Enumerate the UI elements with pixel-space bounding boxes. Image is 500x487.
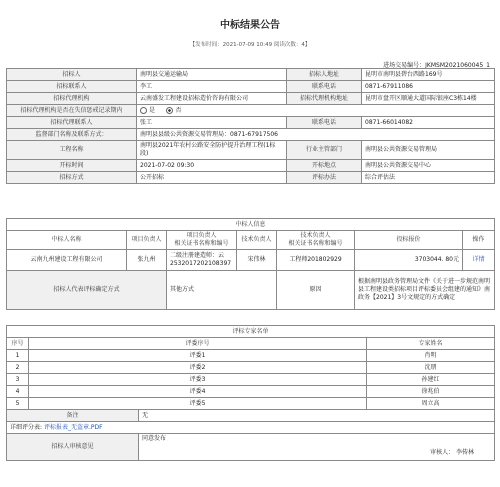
row-number: 3: [7, 374, 29, 386]
expert-name: 沈朋: [367, 362, 495, 374]
section-title: 中标人信息: [7, 219, 495, 231]
column-header: 专家姓名: [367, 338, 495, 350]
judge-seq: 评委4: [29, 386, 367, 398]
expert-name: 徐兆伯: [367, 386, 495, 398]
column-header: 中标人名称: [7, 231, 127, 250]
table-row: [7, 172, 495, 184]
table-row: [7, 69, 495, 81]
eval-file-link[interactable]: 评标报表_无盗章.PDF: [43, 423, 103, 431]
table-row: [7, 250, 495, 271]
method-value: 其他方式: [167, 271, 277, 310]
table-row: [7, 398, 495, 410]
label-cell: 原因: [277, 271, 355, 310]
row-number: 5: [7, 398, 29, 410]
publish-meta: 【发布时间：2021-07-09 10:49 阅读次数：4】: [189, 42, 311, 48]
table-row: [7, 81, 495, 93]
label-cell: 监督部门名称及联系方式：: [7, 129, 137, 141]
row-number: 4: [7, 386, 29, 398]
reason-text: 根据南明县政务管理局文件《关于进一步规范南明县工程建设类招标项目评标委员会组建的通知》南政务【2021】3号文规定的方式确定: [355, 271, 495, 310]
basic-info-table: [6, 68, 495, 184]
column-header: 技术负责人 相关证书名称和编号: [277, 231, 355, 250]
tech-certificate: 工程师201802929: [277, 250, 355, 271]
judge-seq: 评委1: [29, 350, 367, 362]
label-cell: 招标人地址: [287, 69, 362, 81]
table-row: [7, 350, 495, 362]
table-row: [7, 374, 495, 386]
label-cell: 招标联系人: [7, 81, 137, 93]
table-row: [7, 93, 495, 105]
column-header: 投标报价: [355, 231, 463, 250]
review-cell: [139, 434, 495, 461]
table-row: [7, 117, 495, 129]
column-header: 操作: [463, 231, 495, 250]
winner-table: [6, 218, 495, 310]
value-cell: 南明县2021年农村公路安全防护提升治理工程(1标段): [137, 141, 287, 160]
transaction-number: 进场交易编号：JKMSM2021060045_1: [383, 62, 490, 69]
label-cell: 联系电话: [287, 81, 362, 93]
value-cell: 南明县县级公共资源交易管理局：0871-67917506: [137, 129, 495, 141]
reviewer: 审核人： 李传林: [430, 449, 475, 456]
label-cell: 招标代理机构是否在失信惩戒记录期内: [7, 105, 137, 117]
details-link[interactable]: 详情: [472, 256, 485, 263]
label-cell: 行业主管部门: [287, 141, 362, 160]
winner-name: 云南九州建设工程有限公司: [7, 250, 127, 271]
eval-file-cell: [7, 422, 495, 434]
value-cell: 0871-67911086: [362, 81, 495, 93]
label-cell: 备注: [7, 410, 139, 422]
label-cell: 开标时间: [7, 160, 137, 172]
value-cell: 公开招标: [137, 172, 287, 184]
pm-certificate: 二级注册建造师：云2532017202108397: [167, 250, 237, 271]
value-cell: 0871-66014082: [362, 117, 495, 129]
table-header-row: [7, 231, 495, 250]
details-link-cell: [463, 250, 495, 271]
experts-table: [6, 325, 495, 461]
review-value: 同意发布: [142, 435, 167, 442]
radio-yes[interactable]: [140, 107, 147, 114]
remark-value: 无: [139, 410, 495, 422]
value-cell: 李工: [137, 81, 287, 93]
label-cell: 联系电话: [287, 117, 362, 129]
label-cell: 招标人: [7, 69, 137, 81]
radio-no-label: 否: [175, 106, 182, 114]
table-header-row: [7, 338, 495, 350]
expert-name: 肖明: [367, 350, 495, 362]
label-cell: 招标代理机构: [7, 93, 137, 105]
label-cell: 招标人审核意见: [7, 434, 139, 461]
value-cell: 张工: [137, 117, 287, 129]
table-row: [7, 362, 495, 374]
value-cell: 综合评估法: [362, 172, 495, 184]
table-row: [7, 434, 495, 461]
table-row: [7, 141, 495, 160]
value-cell: 南明县公共资源交易管理局: [362, 141, 495, 160]
judge-seq: 评委5: [29, 398, 367, 410]
label-cell: 招标人代表评标确定方式: [7, 271, 167, 310]
expert-name: 孙建红: [367, 374, 495, 386]
project-manager: 张九州: [127, 250, 167, 271]
section-title: 评标专家名单: [7, 326, 495, 338]
table-row: [7, 422, 495, 434]
radio-no[interactable]: [166, 107, 173, 114]
table-row: [7, 105, 495, 117]
value-cell: 南明县公共资源交易中心: [362, 160, 495, 172]
table-row: [7, 410, 495, 422]
bid-price: 3703044. 80元: [355, 250, 463, 271]
row-number: 1: [7, 350, 29, 362]
eval-file-label: 详细评分表:: [10, 423, 43, 431]
credit-radio-group: [137, 105, 495, 117]
expert-name: 周立高: [367, 398, 495, 410]
label-cell: 工程名称: [7, 141, 137, 160]
table-row: [7, 160, 495, 172]
column-header: 序号: [7, 338, 29, 350]
technical-lead: 宋伟林: [237, 250, 277, 271]
column-header: 项目负责人: [127, 231, 167, 250]
value-cell: 云南盛发工程建设招标造价咨询有限公司: [137, 93, 287, 105]
label-cell: 招标代理机构地址: [287, 93, 362, 105]
value-cell: 昆明市南明县碧台西路169号: [362, 69, 495, 81]
value-cell: 昆明市盘开区顺通大道国际银座C3栋14楼: [362, 93, 495, 105]
label-cell: 招标代理联系人: [7, 117, 137, 129]
label-cell: 开标地点: [287, 160, 362, 172]
value-cell: 南明县交通运输局: [137, 69, 287, 81]
page-title: 中标结果公告: [220, 20, 280, 31]
row-number: 2: [7, 362, 29, 374]
label-cell: 评标办法: [287, 172, 362, 184]
judge-seq: 评委3: [29, 374, 367, 386]
table-row: [7, 386, 495, 398]
column-header: 评委序号: [29, 338, 367, 350]
table-row: [7, 129, 495, 141]
judge-seq: 评委2: [29, 362, 367, 374]
column-header: 项目负责人 相关证书名称和编号: [167, 231, 237, 250]
table-row: [7, 271, 495, 310]
radio-yes-label: 是: [149, 106, 156, 114]
value-cell: 2021-07-02 09:30: [137, 160, 287, 172]
column-header: 技术负责人: [237, 231, 277, 250]
label-cell: 招标方式: [7, 172, 137, 184]
